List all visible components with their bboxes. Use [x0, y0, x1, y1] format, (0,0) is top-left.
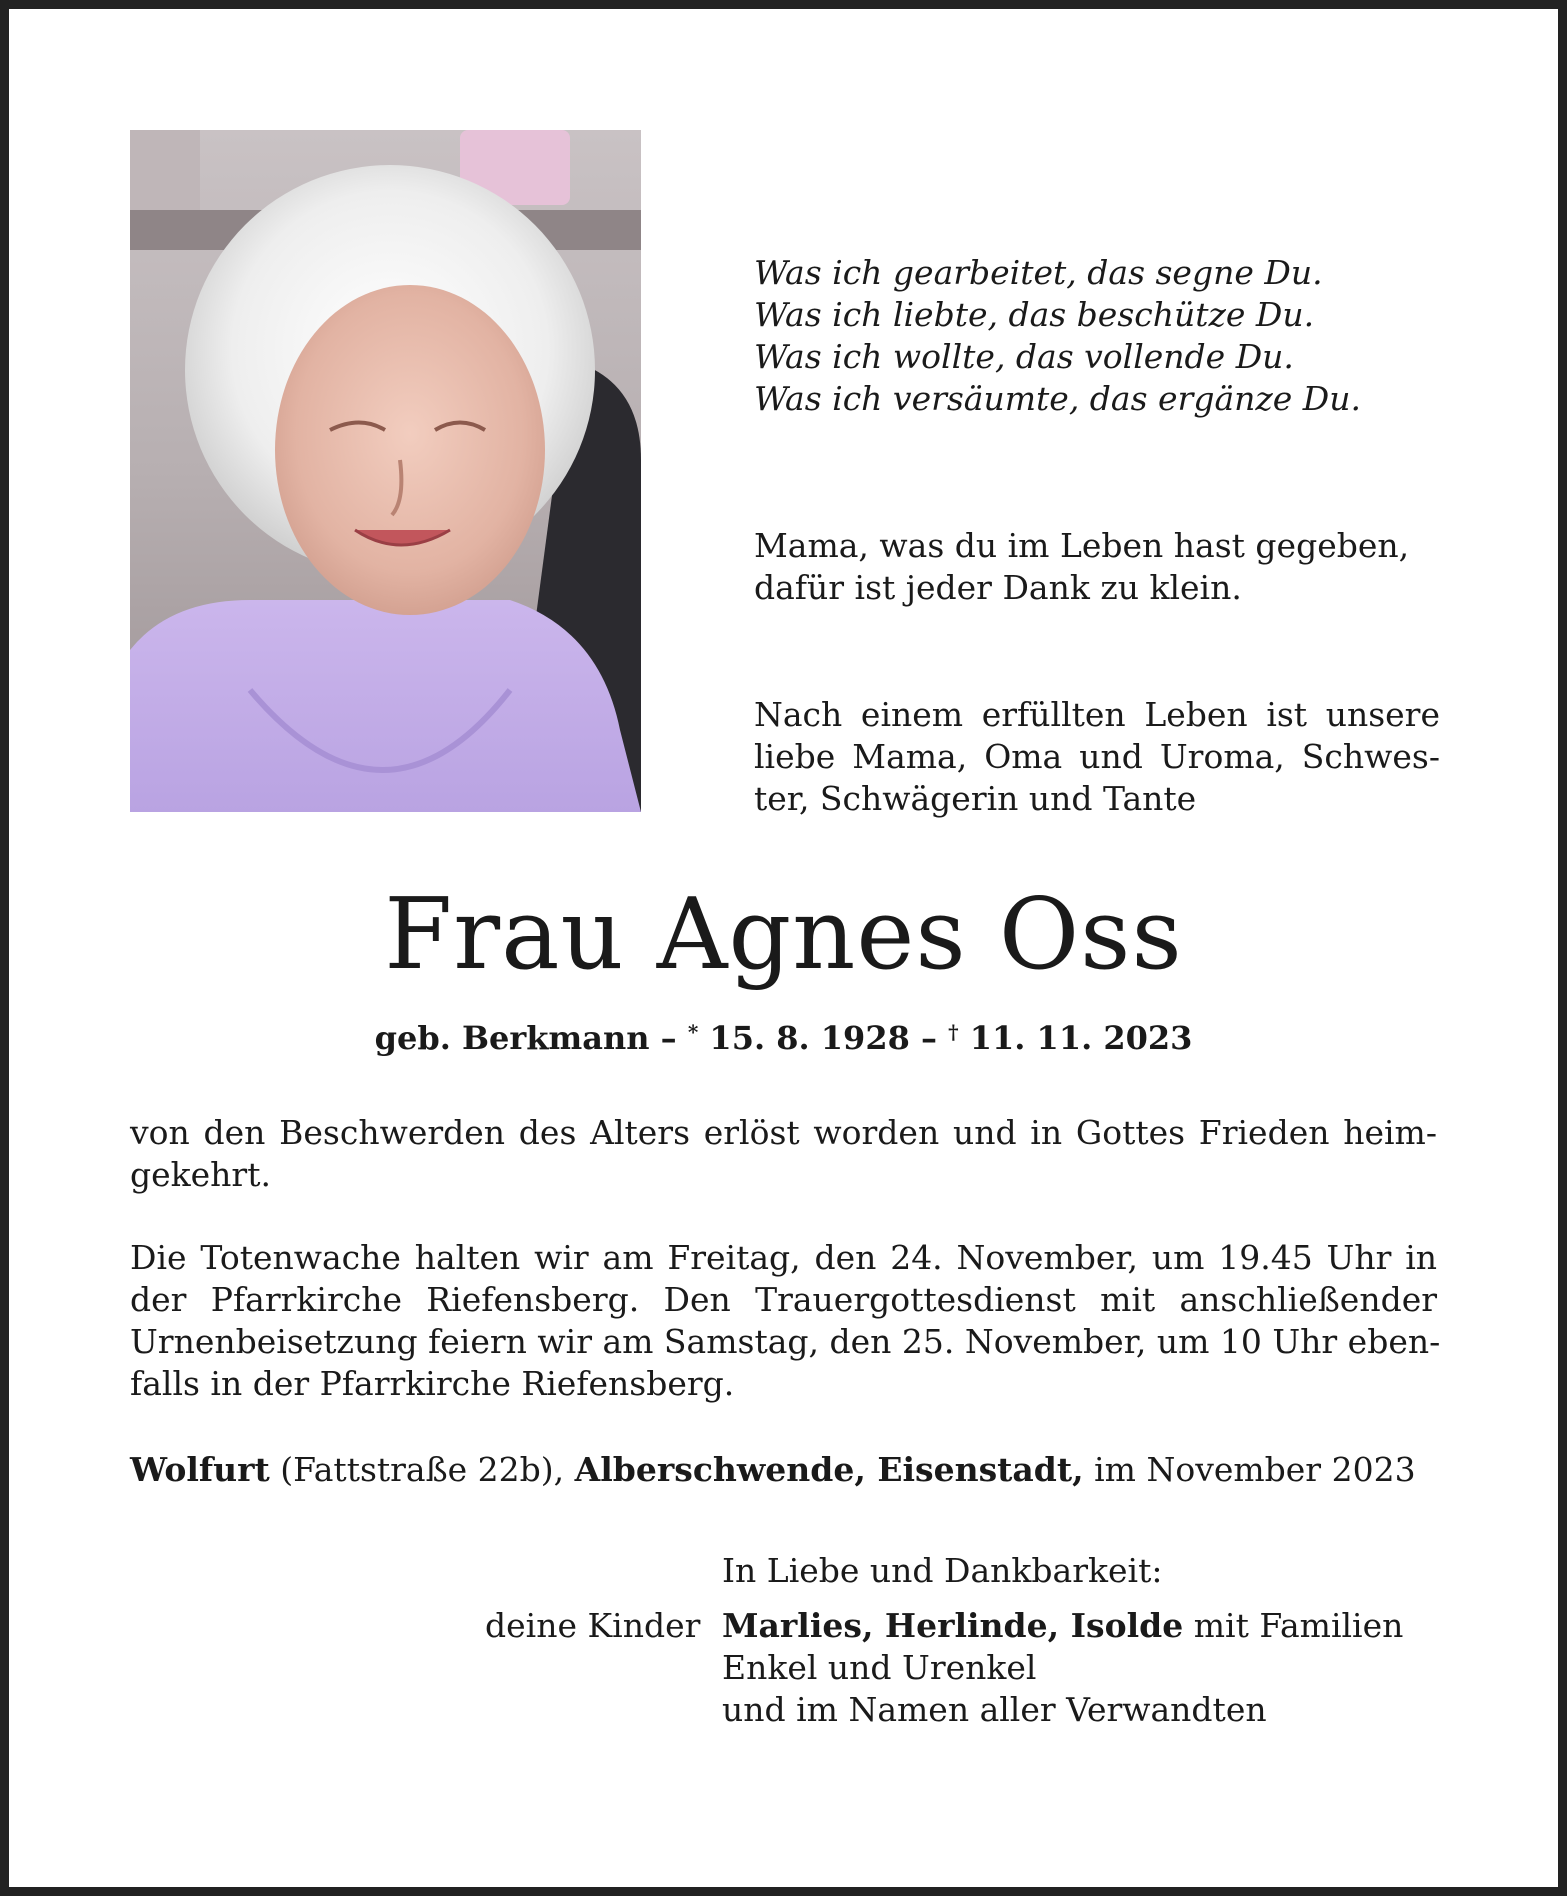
paragraph-line: Die Totenwache halten wir am Freitag, den 24. November, um 19.45 Uhr in — [130, 1238, 1437, 1277]
paragraph-line: von den Beschwerden des Alters erlöst worden und in Gottes Frieden heim- — [130, 1113, 1437, 1152]
poem-line: Was ich liebte, das beschütze Du. — [754, 295, 1315, 334]
signature-line: Enkel und Urenkel — [722, 1648, 1037, 1687]
signature-heading: In Liebe und Dankbarkeit: — [722, 1551, 1163, 1590]
signature-children-line — [722, 1605, 1403, 1647]
poem-line: Was ich versäumte, das ergänze Du. — [754, 379, 1361, 418]
intro-text — [754, 694, 1440, 820]
poem-verse — [754, 252, 1361, 420]
intro-line: Nach einem erfüllten Leben ist unsere — [754, 695, 1440, 734]
signature-children-suffix: mit Familien — [1183, 1606, 1404, 1645]
poem-line: Was ich gearbeitet, das segne Du. — [754, 253, 1323, 292]
portrait-image — [130, 130, 641, 812]
birth-star: * — [687, 1020, 699, 1044]
signature-block — [722, 1605, 1403, 1731]
signature-children-label: deine Kinder — [485, 1606, 701, 1645]
birth-name: geb. Berkmann – — [374, 1019, 688, 1057]
place-date-line — [130, 1449, 1437, 1491]
intro-line: ter, Schwägerin und Tante — [754, 779, 1197, 818]
paragraph-line: der Pfarrkirche Riefensberg. Den Trauergottesdienst mit anschließender — [130, 1280, 1437, 1319]
paragraph-line: gekehrt. — [130, 1155, 271, 1194]
deceased-name: Frau Agnes Oss — [384, 878, 1183, 992]
place-towns: Alberschwende, Eisenstadt, — [574, 1450, 1084, 1489]
death-date: 11. 11. 2023 — [958, 1019, 1193, 1057]
paragraph-funeral-info — [130, 1237, 1441, 1405]
place-town: Wolfurt — [130, 1450, 270, 1489]
paragraph-release — [130, 1112, 1437, 1196]
poem-line: Was ich wollte, das vollende Du. — [754, 337, 1294, 376]
paragraph-line: falls in der Pfarrkirche Riefensberg. — [130, 1364, 735, 1403]
paragraph-line: Urnenbeisetzung feiern wir am Samstag, den 25. November, um 10 Uhr eben- — [130, 1322, 1441, 1361]
mama-verse — [754, 525, 1444, 609]
place-address: (Fattstraße 22b), — [269, 1450, 575, 1489]
portrait-photo — [130, 130, 641, 812]
signature-line: und im Namen aller Verwandten — [722, 1690, 1267, 1729]
mama-line: Mama, was du im Leben hast gegeben, — [754, 526, 1410, 565]
signature-children-names: Marlies, Herlinde, Isolde — [722, 1606, 1184, 1645]
birth-date: 15. 8. 1928 – — [698, 1019, 949, 1057]
birth-death-line — [0, 1010, 1567, 1060]
death-cross: † — [948, 1020, 959, 1044]
place-date: im November 2023 — [1083, 1450, 1416, 1489]
mama-line: dafür ist jeder Dank zu klein. — [754, 568, 1242, 607]
intro-line: liebe Mama, Oma und Uroma, Schwes- — [754, 737, 1440, 776]
